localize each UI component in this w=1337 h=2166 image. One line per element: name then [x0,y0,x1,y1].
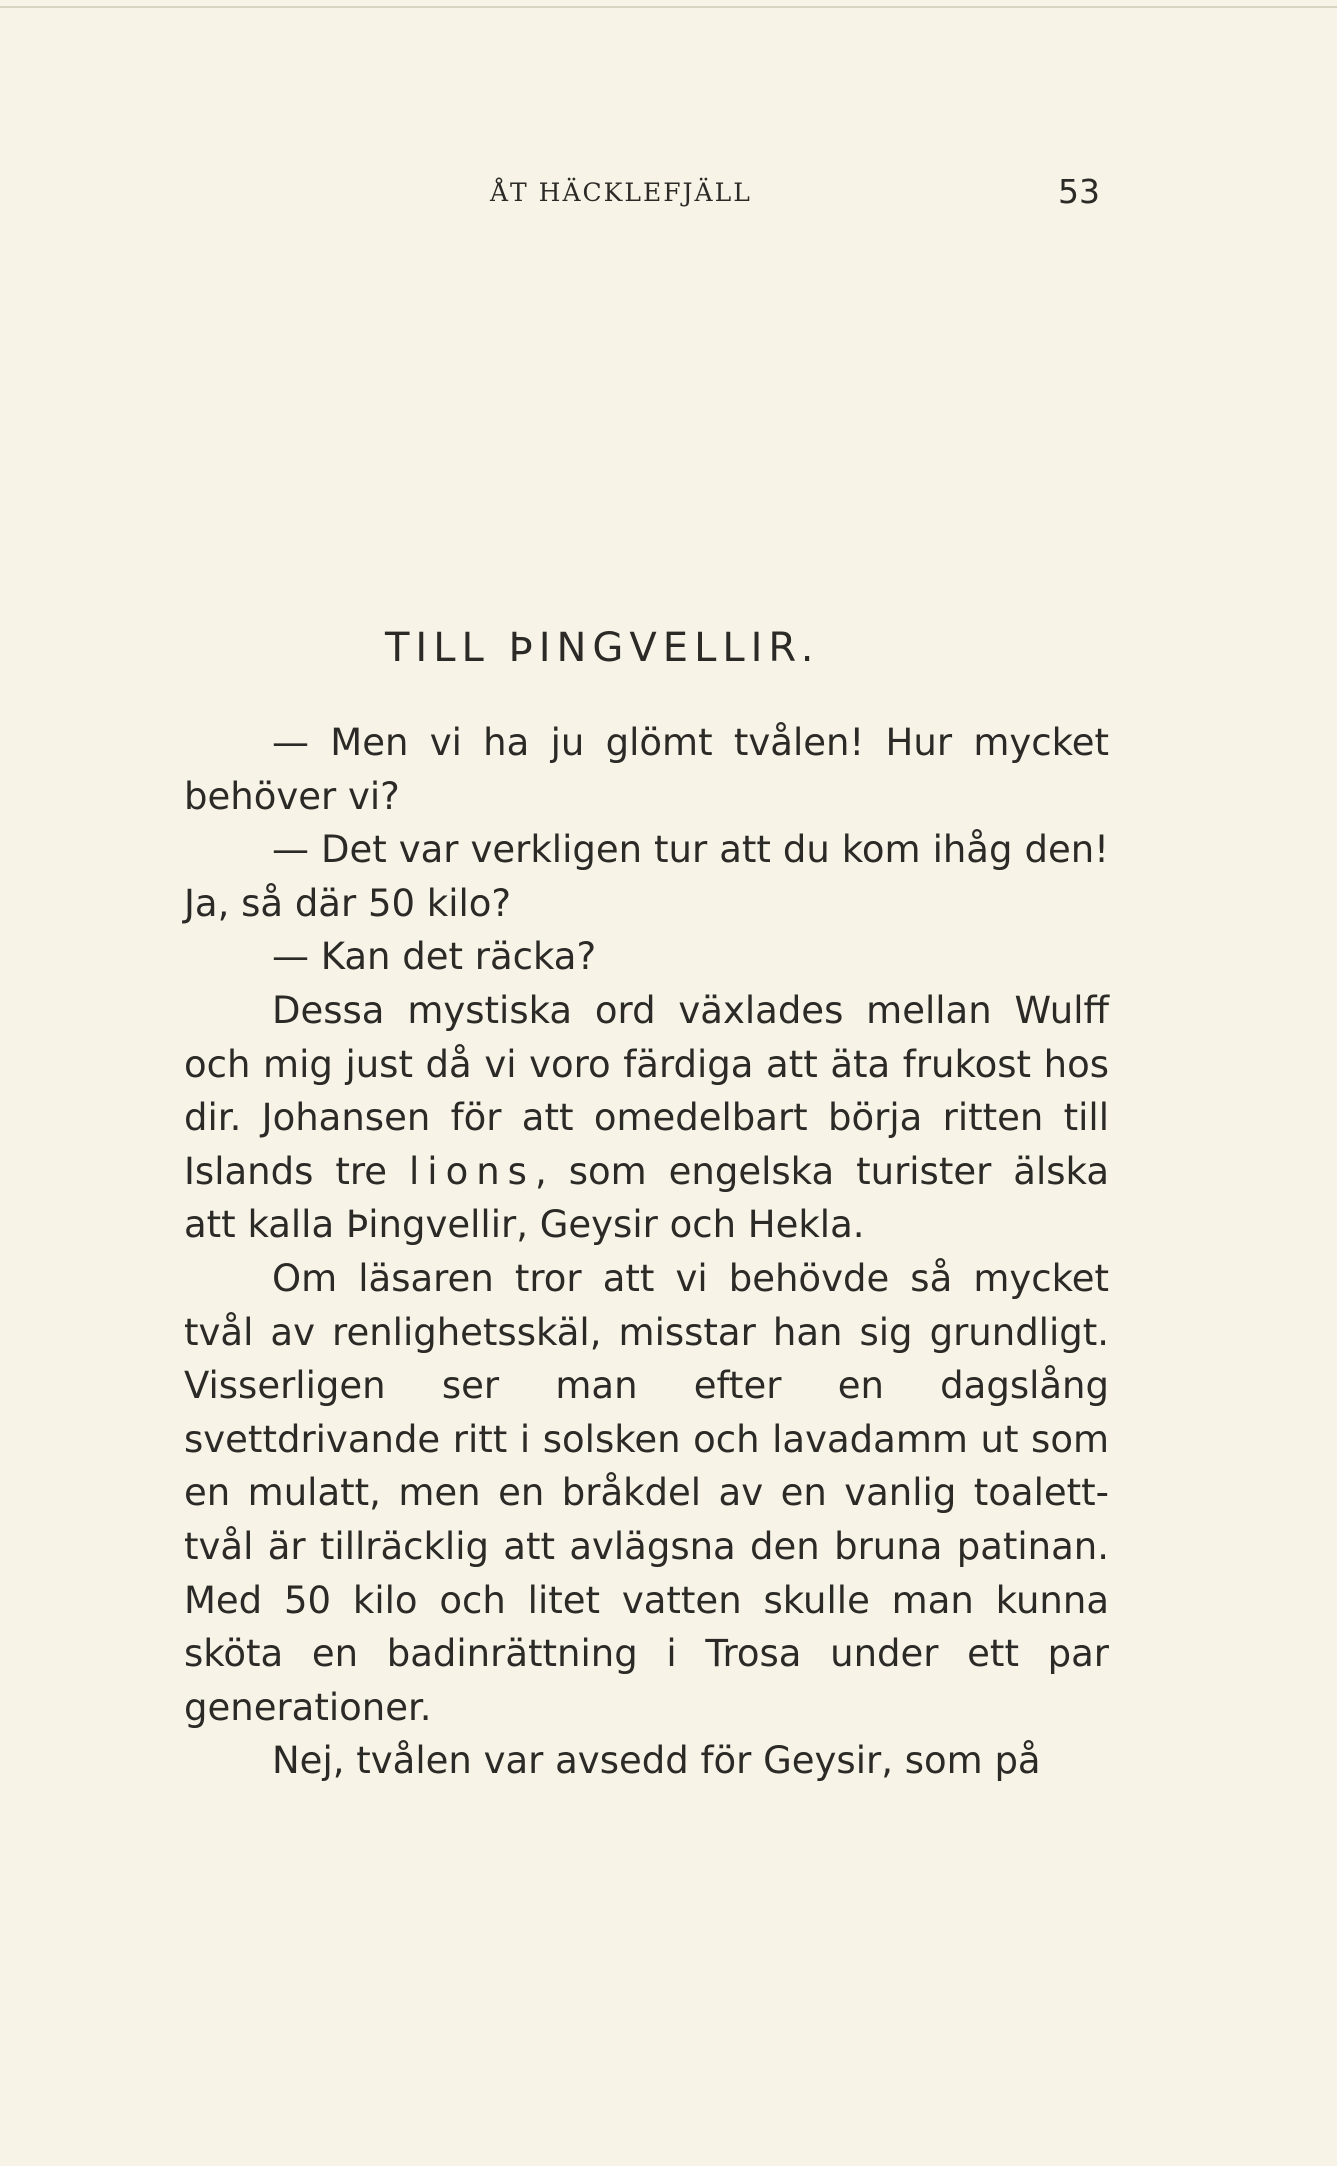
chapter-title: TILL ÞINGVELLIR. [385,624,820,671]
paragraph: — Men vi ha ju glömt tvålen! Hur mycket behöver vi? [184,721,1109,818]
spaced-word: lions [409,1149,535,1193]
paragraph-text: Dessa mystiska ord växlades mellan Wulff och mig just då vi voro färdiga att äta frukost hos dir. Johansen för att omedelbart börja ritten till Islands tre [184,988,1109,1193]
paragraph-text: , som engelska turister älska att kalla Þingvellir, Geysir och Hekla. [184,1149,1109,1247]
paragraph [184,984,1109,1252]
paragraph: — Det var verkligen tur att du kom ihåg den! Ja, så där 50 kilo? [184,828,1109,925]
page-edge-line [0,6,1337,8]
body-text [184,716,1109,1788]
paragraph: Om läsaren tror att vi behövde så mycket tvål av renlighetsskäl, misstar han sig grundligt. Visserligen ser man efter en dagslång svettdrivande ritt i solsken och lavadamm ut som en mulatt, men en bråkdel av en vanlig toalett-tvål är tillräcklig att avlägsna den bruna patinan. Med 50 kilo och litet vatten skulle man kunna sköta en badinrättning i Trosa under ett par generationer. [184,1256,1109,1729]
paragraph: Nej, tvålen var avsedd för Geysir, som på [272,1739,1041,1783]
running-head: ÅT HÄCKLEFJÄLL [490,178,752,207]
paragraph: — Kan det räcka? [272,935,597,979]
page-number: 53 [1058,172,1100,211]
